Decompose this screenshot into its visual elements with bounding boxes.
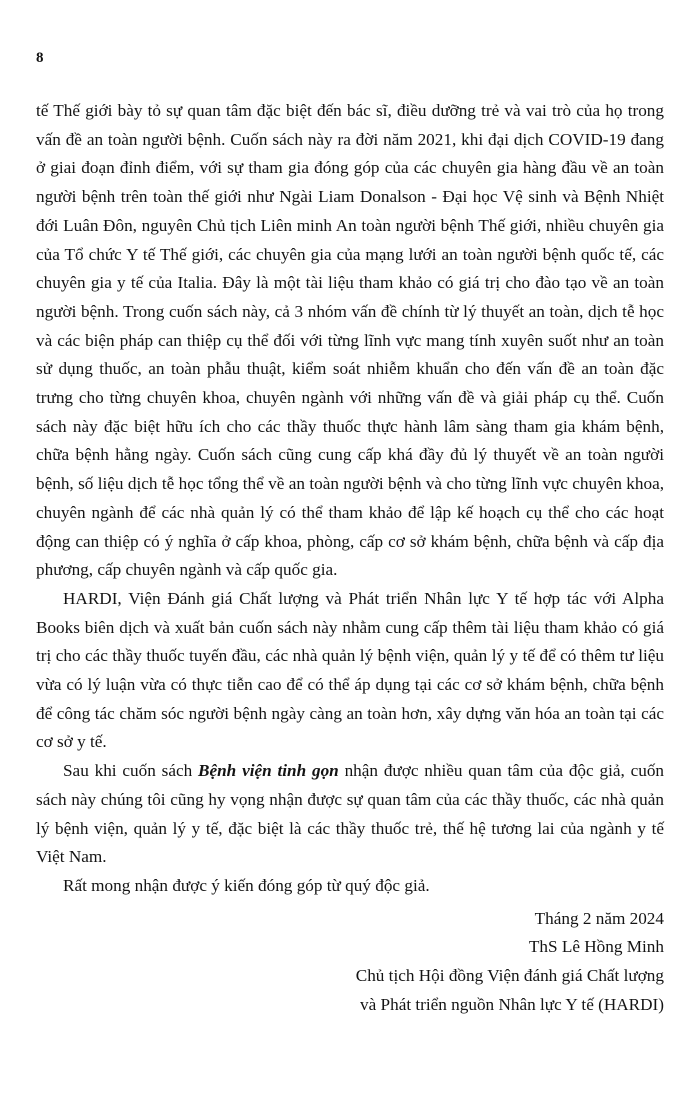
paragraph-hardi: HARDI, Viện Đánh giá Chất lượng và Phát triển Nhân lực Y tế hợp tác với Alpha Books biên dịch và xuất bản cuốn sách này nhằm cung cấp thêm tài liệu tham khảo có giá trị cho các thầy thuốc tuyến đầu, các nhà quản lý bệnh viện, quản lý y tế để có thêm tư liệu vừa có lý luận vừa có thực tiễn cao để có thể áp dụng tại các cơ sở khám bệnh, chữa bệnh để công tác chăm sóc người bệnh ngày càng an toàn hơn, xây dựng văn hóa an toàn tại các cơ sở y tế. bbox=[36, 588, 664, 752]
signature-title-line1: Chủ tịch Hội đồng Viện đánh giá Chất lượng bbox=[355, 966, 664, 986]
page-body bbox=[36, 97, 664, 901]
signature-block bbox=[36, 905, 664, 1020]
paragraph-text-before-title: Sau khi cuốn sách bbox=[63, 761, 199, 781]
signature-date: Tháng 2 năm 2024 bbox=[534, 908, 664, 928]
signature-name: ThS Lê Hồng Minh bbox=[528, 937, 664, 957]
paragraph-intro-continued: tế Thế giới bày tỏ sự quan tâm đặc biệt đến bác sĩ, điều dưỡng trẻ và vai trò của họ trong vấn đề an toàn người bệnh. Cuốn sách này ra đời năm 2021, khi đại dịch COVID-19 đang ở giai đoạn đỉnh điểm, với sự tham gia đóng góp của các chuyên gia hàng đầu về an toàn người bệnh trên toàn thế giới như Ngài Liam Donalson - Đại học Vệ sinh và Bệnh Nhiệt đới Luân Đôn, nguyên Chủ tịch Liên minh An toàn người bệnh Thế giới, nhiều chuyên gia của Tổ chức Y tế Thế giới, các chuyên gia của mạng lưới an toàn người bệnh quốc tế, các chuyên gia y tế của Italia. Đây là một tài liệu tham khảo có giá trị cho đào tạo về an toàn người bệnh. Trong cuốn sách này, cả 3 nhóm vấn đề chính từ lý thuyết an toàn, dịch tễ học và các biện pháp can thiệp cụ thể đối với từng lĩnh vực mang tính xuyên suốt như an toàn sử dụng thuốc, an toàn phẫu thuật, kiểm soát nhiễm khuẩn cho đến vấn đề an toàn đặc trưng cho từng chuyên khoa, chuyên ngành với những vấn đề và giải pháp cụ thể. Cuốn sách này đặc biệt hữu ích cho các thầy thuốc thực hành lâm sàng tham gia khám bệnh, chữa bệnh hằng ngày. Cuốn sách cũng cung cấp khá đầy đủ lý thuyết về an toàn người bệnh, số liệu dịch tễ học tổng thể về an toàn người bệnh và cho từng lĩnh vực chuyên khoa, chuyên ngành để các nhà quản lý có thể tham khảo để lập kế hoạch cụ thể cho các hoạt động can thiệp có ý nghĩa ở cấp khoa, phòng, cấp cơ sở khám bệnh, chữa bệnh và cấp địa phương, cấp chuyên ngành và cấp quốc gia. bbox=[36, 101, 664, 580]
signature-title-line2: và Phát triển nguồn Nhân lực Y tế (HARDI) bbox=[360, 994, 664, 1014]
paragraph-book-reference bbox=[36, 757, 664, 872]
referenced-book-title: Bệnh viện tinh gọn bbox=[198, 761, 339, 781]
paragraph-closing: Rất mong nhận được ý kiến đóng góp từ quý độc giả. bbox=[63, 875, 430, 895]
page-number: 8 bbox=[36, 50, 44, 66]
paragraph-text-after-title: nhận được nhiều quan tâm của độc giả, cuốn sách này chúng tôi cũng hy vọng nhận được sự quan tâm của các thầy thuốc, các nhà quản lý bệnh viện, quản lý y tế, đặc biệt là các thầy thuốc trẻ, thế hệ tương lai của ngành y tế Việt Nam. bbox=[36, 761, 665, 867]
